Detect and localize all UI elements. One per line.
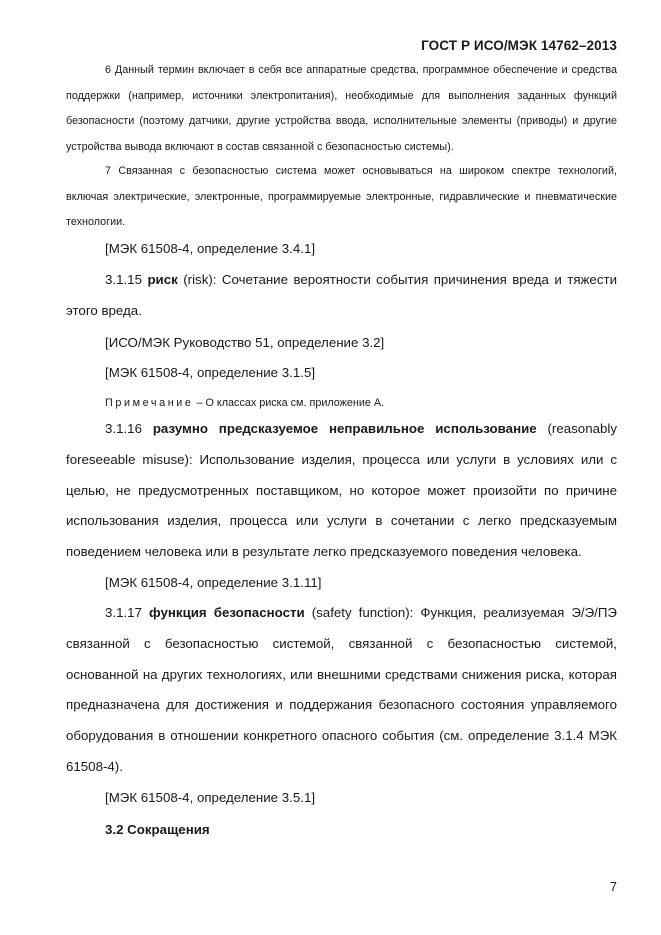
note-text: – О классах риска см. приложение А. [196, 397, 385, 409]
document-header: ГОСТ Р ИСО/МЭК 14762–2013 [421, 38, 617, 53]
term-definition: (risk): Сочетание вероятности события причинения вреда и тяжести этого вреда. [66, 272, 617, 318]
note-risk-classes [66, 395, 656, 411]
term-name: функция безопасности [149, 605, 305, 620]
reference-3-4-1: [МЭК 61508-4, определение 3.4.1] [105, 241, 316, 256]
section-heading-3-2: 3.2 Сокращения [105, 822, 210, 837]
term-number: 3.1.16 [105, 421, 142, 436]
term-3-1-16 [66, 414, 617, 568]
term-3-1-17 [66, 598, 617, 783]
reference-3-5-1: [МЭК 61508-4, определение 3.5.1] [105, 790, 316, 805]
reference-3-1-11: [МЭК 61508-4, определение 3.1.11] [105, 575, 322, 590]
term-number: 3.1.17 [105, 605, 142, 620]
term-number: 3.1.15 [105, 272, 142, 287]
term-3-1-15 [66, 265, 617, 327]
note-7: 7 Связанная с безопасностью система может основываться на широком спектре технологий, включая электрические, электронные, программируемые электронные, гидравлические и пневматические технологии. [66, 165, 617, 229]
reference-3-1-5: [МЭК 61508-4, определение 3.1.5] [105, 365, 316, 380]
term-name: разумно предсказуемое неправильное использование [152, 421, 537, 436]
note-label: Примечание [105, 397, 194, 409]
term-definition: (reasonably foreseeable misuse): Использование изделия, процесса или услуги в условиях или с целью, не предусмотренных поставщиком, но которое может произойти по причине использования изделия, процесса или услуги в сочетании с легко предсказуемым поведением человека или в результате легко предсказуемого поведения человека. [66, 421, 617, 560]
reference-guide-51: [ИСО/МЭК Руководство 51, определение 3.2] [105, 335, 385, 350]
page-number: 7 [610, 880, 617, 894]
note-6: 6 Данный термин включает в себя все аппаратные средства, программное обеспечение и средства поддержки (например, источники электропитания), необходимые для выполнения заданных функций безопасности (поэтому датчики, другие устройства ввода, исполнительные элементы (приводы) и другие устройства вывода включают в состав связанной с безопасностью системы). [66, 64, 617, 153]
term-definition: (safety function): Функция, реализуемая Э/Э/ПЭ связанной с безопасностью системой, связанной с безопасностью системой, основанной на других технологиях, или внешними средствами снижения риска, которая предназначена для достижения и поддержания безопасного состояния управляемого оборудования в отношении конкретного опасного события (см. определение 3.1.4 МЭК 61508-4). [66, 605, 617, 774]
term-name: риск [147, 272, 178, 287]
